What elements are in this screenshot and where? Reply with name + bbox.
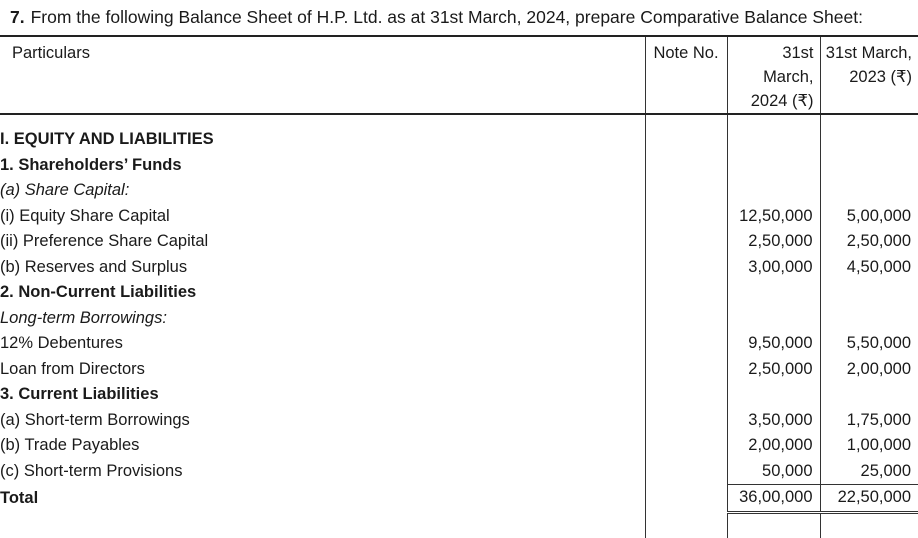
value-2024: 9,50,000: [727, 331, 820, 357]
question-text: [10, 4, 910, 30]
table-row: [0, 459, 918, 485]
value-2024: 3,00,000: [727, 255, 820, 281]
row-label: 2. Non-Current Liabilities: [0, 283, 197, 301]
value-2023: [820, 306, 918, 332]
table-row: [0, 306, 918, 332]
total-2023: 22,50,000: [820, 485, 918, 513]
value-2024: 2,00,000: [727, 433, 820, 459]
value-2024: 3,50,000: [727, 408, 820, 434]
row-label: Long-term Borrowings:: [0, 308, 167, 327]
value-2024: [727, 153, 820, 179]
value-2024: [727, 127, 820, 153]
value-2023: [820, 127, 918, 153]
table-row: [0, 127, 918, 153]
value-2024: 50,000: [727, 459, 820, 485]
header-year-2023-line1: 31st March,: [825, 44, 912, 62]
row-label: 12% Debentures: [0, 334, 123, 352]
value-2024: [727, 178, 820, 204]
header-year-2023-line2: 2023 (₹): [849, 68, 912, 86]
row-label: 3. Current Liabilities: [0, 385, 159, 403]
spacer-row: [0, 114, 918, 127]
value-2024: 2,50,000: [727, 229, 820, 255]
header-year-2023: [820, 36, 918, 114]
value-2023: [820, 153, 918, 179]
question-body: From the following Balance Sheet of H.P. Ltd. as at 31st March, 2024, prepare Comparative Balance Sheet:: [30, 7, 863, 27]
table-row: [0, 433, 918, 459]
total-2024: 36,00,000: [727, 485, 820, 513]
value-2023: 25,000: [820, 459, 918, 485]
balance-sheet-table: [0, 35, 918, 538]
row-label: (a) Share Capital:: [0, 181, 130, 199]
header-year-2024-line2: 2024 (₹): [750, 92, 814, 110]
row-label: (b) Reserves and Surplus: [0, 257, 188, 276]
row-label: I. EQUITY AND LIABILITIES: [0, 130, 214, 148]
header-year-2024-line1: 31st March,: [763, 44, 814, 86]
value-2023: 1,00,000: [820, 433, 918, 459]
total-label: Total: [0, 488, 39, 507]
value-2023: 4,50,000: [820, 255, 918, 281]
value-2023: 5,00,000: [820, 204, 918, 230]
value-2024: [727, 280, 820, 306]
table-row: [0, 204, 918, 230]
table-row: [0, 382, 918, 408]
value-2023: 1,75,000: [820, 408, 918, 434]
row-label: 1. Shareholders’ Funds: [0, 155, 182, 174]
value-2023: 5,50,000: [820, 331, 918, 357]
header-note-no: Note No.: [645, 36, 727, 114]
row-label: (a) Short-term Borrowings: [0, 410, 190, 429]
table-row: [0, 178, 918, 204]
table-row: [0, 229, 918, 255]
header-year-2024: [727, 36, 820, 114]
value-2023: 2,00,000: [820, 357, 918, 383]
value-2023: 2,50,000: [820, 229, 918, 255]
table-row: [0, 357, 918, 383]
table-row: [0, 408, 918, 434]
double-underline-row: [0, 512, 918, 538]
value-2024: 12,50,000: [727, 204, 820, 230]
table-row: [0, 255, 918, 281]
row-label: (ii) Preference Share Capital: [0, 232, 209, 250]
row-label: (i) Equity Share Capital: [0, 206, 170, 225]
value-2023: [820, 280, 918, 306]
value-2024: 2,50,000: [727, 357, 820, 383]
total-row: [0, 485, 918, 513]
row-label: Loan from Directors: [0, 359, 145, 378]
table-header-row: [0, 36, 918, 114]
row-label: (b) Trade Payables: [0, 436, 140, 454]
value-2024: [727, 382, 820, 408]
value-2024: [727, 306, 820, 332]
row-label: (c) Short-term Provisions: [0, 461, 183, 480]
question-number: 7.: [10, 7, 25, 27]
table-row: [0, 153, 918, 179]
header-particulars: Particulars: [0, 36, 645, 114]
table-row: [0, 331, 918, 357]
value-2023: [820, 382, 918, 408]
table-row: [0, 280, 918, 306]
value-2023: [820, 178, 918, 204]
